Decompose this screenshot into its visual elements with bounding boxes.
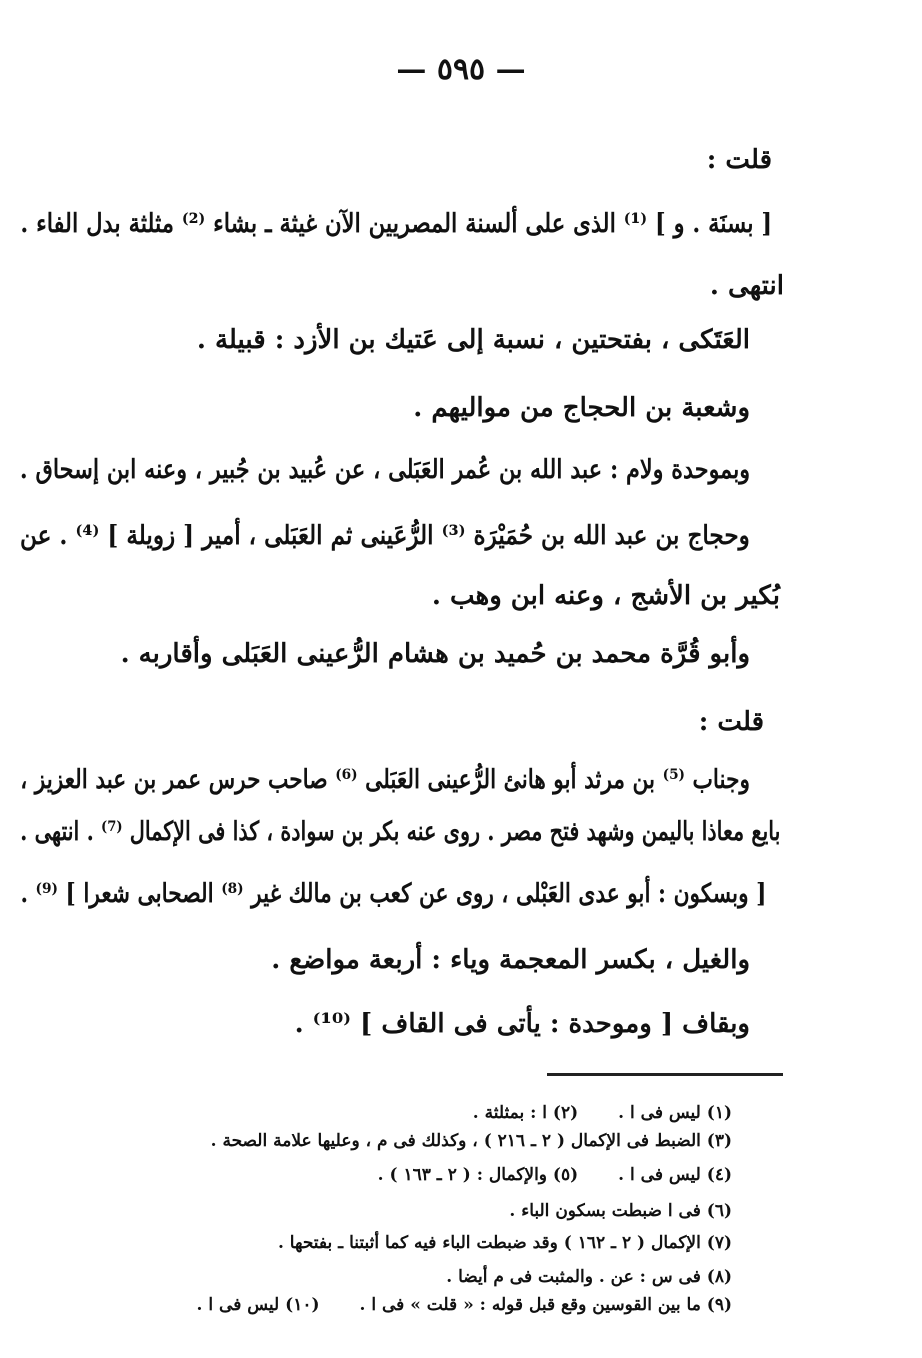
footnote-line [211,1128,732,1154]
text-line: قلت : [706,145,772,175]
text-line: قلت : [698,707,764,737]
footnote-line [509,1198,732,1224]
footnote-line [197,1292,732,1318]
text-line: وبموحدة ولام : عبد الله بن عُمر العَبَلى ، عن عُبيد بن جُبير ، وعنه ابن إسحاق . [19,455,750,485]
text-line: [ بسنَة . و ] ⁽¹⁾ الذى على ألسنة المصريين الآن غيثة ـ بشاء ⁽²⁾ مثلثة بدل الفاء . [20,209,772,239]
footnote: (٥) والإكمال : ( ٢ ـ ١٦٣ ) . [377,1165,579,1185]
footnote: (٨) فى س : عن . والمثبت فى م أيضا . [446,1267,732,1287]
footnote-line [446,1264,732,1290]
footnote: (٦) فى ا ضبطت بسكون الباء . [509,1201,732,1221]
page-number: — ٥٩٥ — [396,52,526,87]
footnote: (٣) الضبط فى الإكمال ( ٢ ـ ٢١٦ ) ، وكذلك فى م ، وعليها علامة الصحة . [210,1131,732,1151]
footnote: (٩) ما بين القوسين وقع قبل قوله : « قلت » فى ا . [359,1295,732,1315]
text-line: وأبو قُرَّة محمد بن حُميد بن هشام الرُّعينى العَبَلى وأقاربه . [120,639,750,669]
footnote-line [278,1230,732,1256]
text-line: [ وبسكون : أبو عدى العَبْلى ، روى عن كعب بن مالك غير ⁽⁸⁾ الصحابى شعرا ] ⁽⁹⁾ . [20,879,767,909]
footnote: (٤) ليس فى ا . [618,1165,732,1185]
text-line: بايع معاذا باليمن وشهد فتح مصر . روى عنه بكر بن سوادة ، كذا فى الإكمال ⁽⁷⁾ . انتهى . [19,817,781,847]
footnote: (١) ليس فى ا . [618,1103,732,1123]
footnote: (٧) الإكمال ( ٢ ـ ١٦٢ ) وقد ضبطت الباء فيه كما أثبتنا ـ بفتحها . [277,1233,732,1253]
text-line: انتهى . [709,271,784,301]
text-line: وحجاج بن عبد الله بن حُمَيْرَة ⁽³⁾ الرُّعَينى ثم العَبَلى ، أمير [ زويلة ] ⁽⁴⁾ . عن [20,521,750,551]
text-line: وبقاف [ وموحدة : يأتى فى القاف ] ⁽¹⁰⁾ . [294,1009,750,1039]
text-line: وجناب ⁽⁵⁾ بن مرثد أبو هانئ الرُّعينى العَبَلى ⁽⁶⁾ صاحب حرس عمر بن عبد العزيز ، [20,765,750,795]
footnote-line [473,1100,732,1126]
footnote-line [378,1162,732,1188]
footnote: (١٠) ليس فى ا . [196,1295,320,1315]
footnote: (٢) ا : بمثلثة . [472,1103,579,1123]
text-line: بُكير بن الأشج ، وعنه ابن وهب . [431,581,780,611]
footnote-separator [547,1073,783,1076]
text-line: العَتَكى ، بفتحتين ، نسبة إلى عَتيك بن الأزد : قبيلة . [196,325,750,355]
text-line: وشعبة بن الحجاج من مواليهم . [413,393,750,423]
text-line: والغيل ، بكسر المعجمة وياء : أربعة مواضع . [271,945,750,975]
